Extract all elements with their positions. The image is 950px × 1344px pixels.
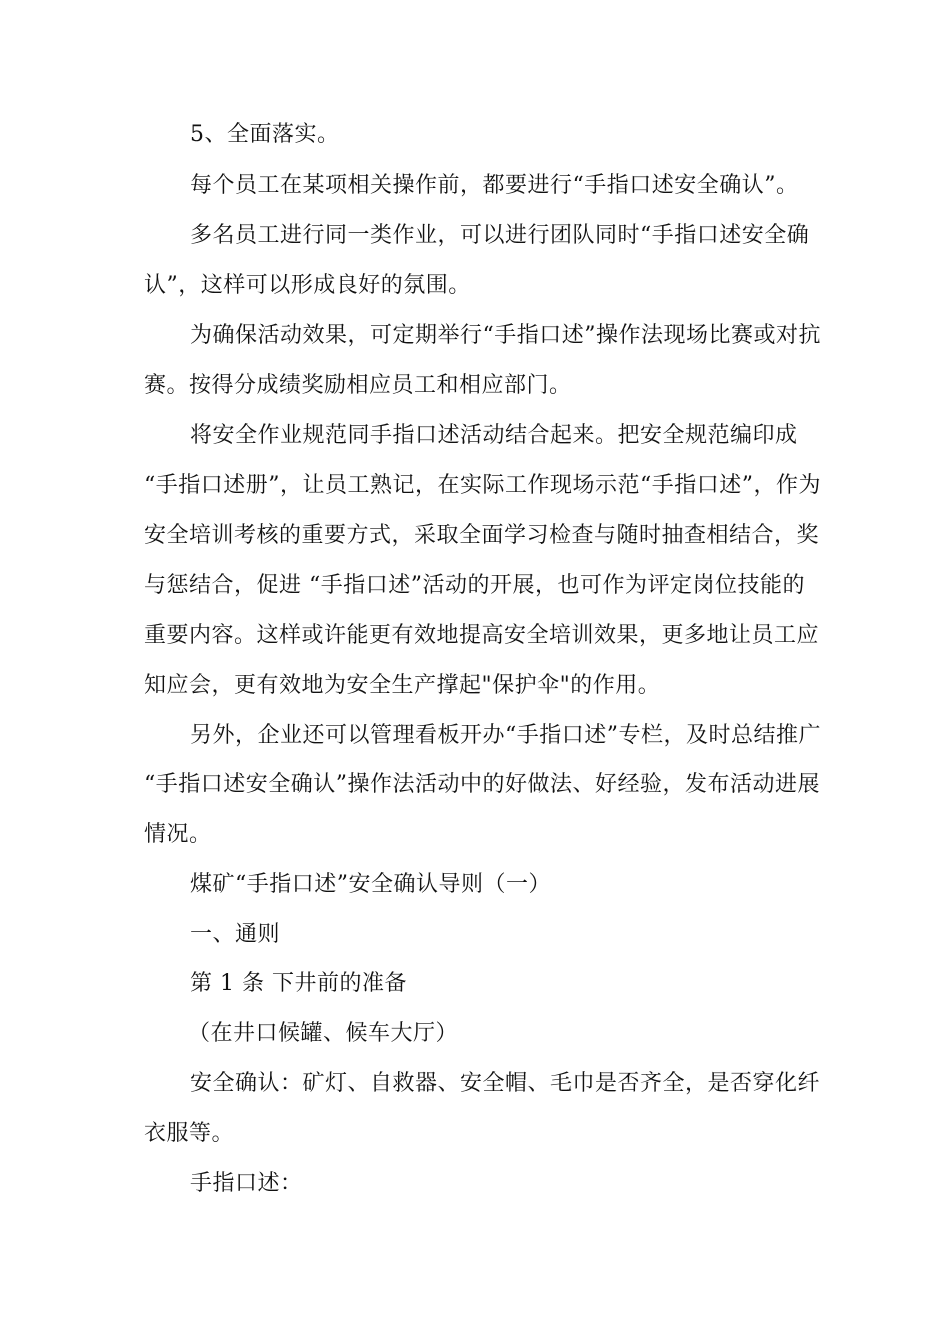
article-heading: 第 1 条 下井前的准备: [190, 971, 407, 996]
paragraph-line: 认”，这样可以形成良好的氛围。: [144, 273, 471, 298]
section-heading: 5、全面落实。: [190, 122, 340, 147]
paragraph-line: 安全培训考核的重要方式，采取全面学习检查与随时抽查相结合，奖: [144, 523, 820, 548]
paragraph-line: 知应会，更有效地为安全生产撑起"保护伞"的作用。: [144, 673, 661, 698]
paragraph-line: 情况。: [144, 822, 212, 847]
paragraph-line: “手指口述安全确认”操作法活动中的好做法、好经验，发布活动进展: [144, 772, 820, 797]
paragraph-line: 重要内容。这样或许能更有效地提高安全培训效果，更多地让员工应: [144, 623, 820, 648]
chapter-heading: 一、通则: [190, 922, 281, 947]
paragraph-line: 将安全作业规范同手指口述活动结合起来。把安全规范编印成: [190, 423, 798, 448]
paragraph-line: 与惩结合，促进 “手指口述”活动的开展，也可作为评定岗位技能的: [144, 573, 805, 598]
document-subtitle: 煤矿“手指口述”安全确认导则（一）: [190, 872, 551, 897]
location-note: （在井口候罐、候车大厅）: [188, 1021, 459, 1046]
paragraph-line: 手指口述：: [190, 1171, 303, 1196]
paragraph-line: 安全确认：矿灯、自救器、安全帽、毛巾是否齐全，是否穿化纤: [190, 1071, 821, 1096]
paragraph-line: 每个员工在某项相关操作前，都要进行“手指口述安全确认”。: [190, 173, 799, 198]
paragraph-line: 为确保活动效果，可定期举行“手指口述”操作法现场比赛或对抗: [190, 323, 821, 348]
paragraph-line: 赛。按得分成绩奖励相应员工和相应部门。: [144, 373, 572, 398]
paragraph-line: 另外，企业还可以管理看板开办“手指口述”专栏，及时总结推广: [190, 723, 821, 748]
paragraph-line: 衣服等。: [144, 1121, 235, 1146]
paragraph-line: 多名员工进行同一类作业，可以进行团队同时“手指口述安全确: [190, 223, 810, 248]
paragraph-line: “手指口述册”，让员工熟记，在实际工作现场示范“手指口述”，作为: [144, 473, 821, 498]
